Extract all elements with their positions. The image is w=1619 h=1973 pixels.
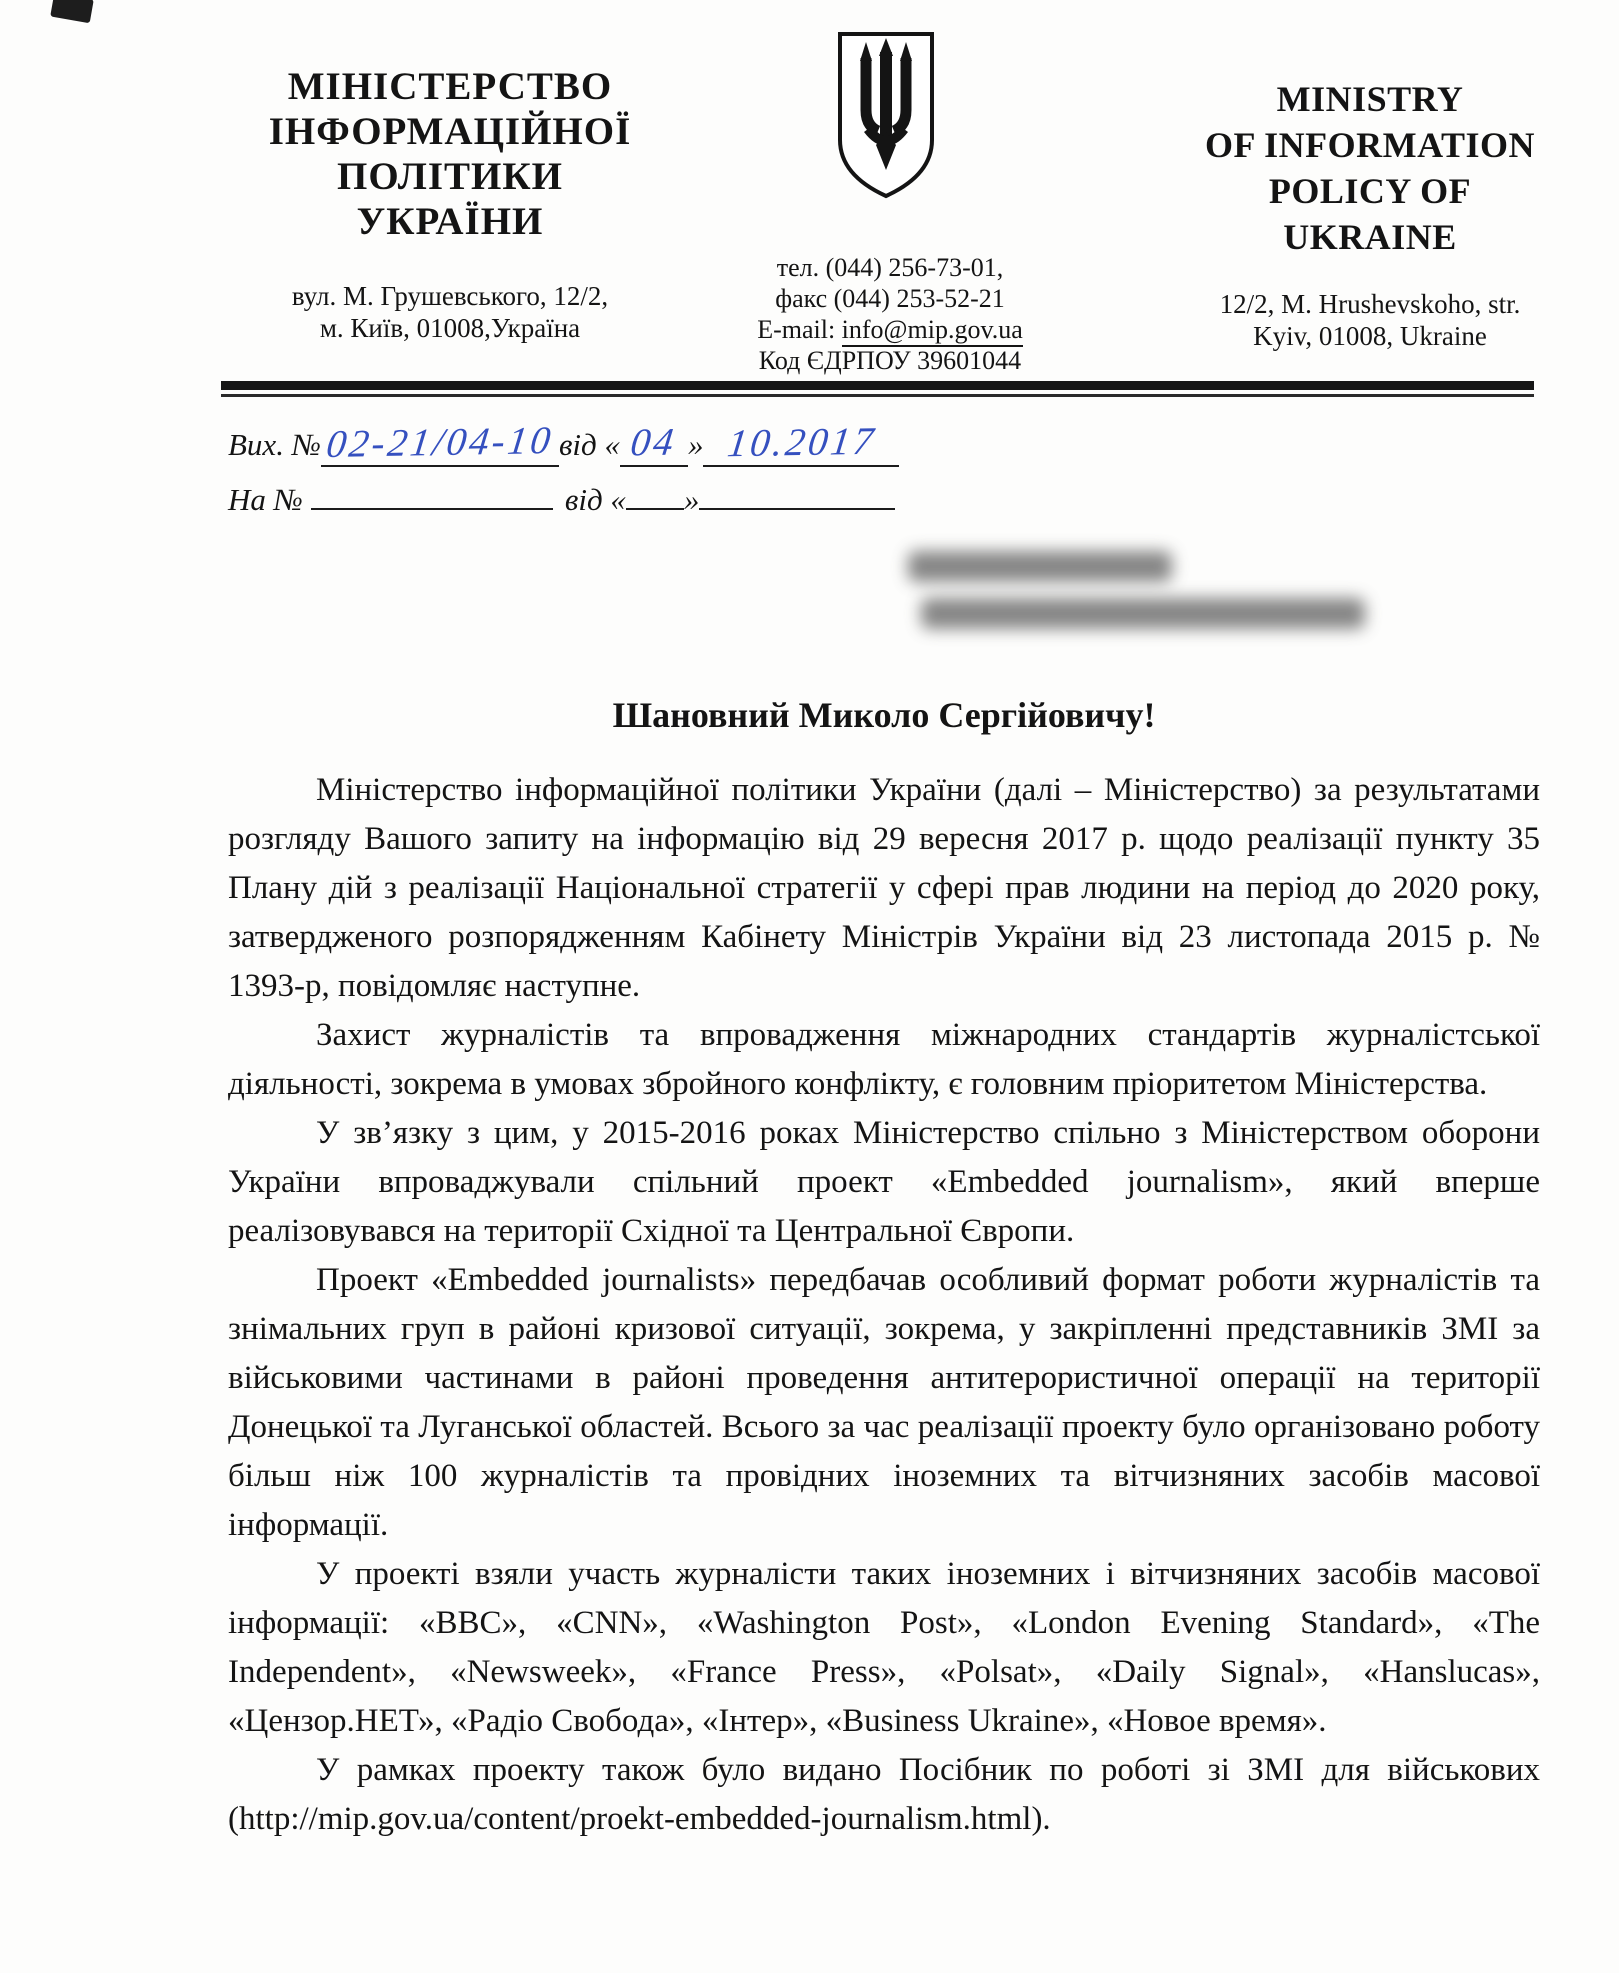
incoming-number-row (228, 482, 1328, 532)
edrpou-line: Код ЄДРПОУ 39601044 (758, 346, 1022, 375)
phone-line: тел. (044) 256-73-01, (776, 253, 1004, 282)
ministry-title-en-line: UKRAINE (1283, 217, 1457, 257)
ministry-title-en-line: POLICY OF (1268, 171, 1472, 211)
ministry-address-en (1158, 288, 1582, 352)
body-paragraph: Проект «Embedded journalists» передбачав особливий формат роботи журналістів та знімальних груп в районі кризової ситуації, зокрема, у закріпленні представників ЗМІ за військовими частинами в районі проведення антитерористичної операції на території Донецької та Луганської областей. Всього за час реалізації проекту було організовано роботу більш ніж 100 журналістів та провідних іноземних та вітчизняних засобів масової інформації. (228, 1262, 1540, 1543)
ministry-title-ua-line: УКРАЇНИ (356, 200, 544, 243)
incoming-day-line (626, 508, 684, 510)
outgoing-number-row (228, 420, 1328, 470)
ministry-address-ua (250, 280, 650, 344)
incoming-date-close: » (683, 482, 700, 517)
body-paragraph: Захист журналістів та впровадження міжнародних стандартів журналістської діяльності, зокрема в умовах збройного конфлікту, є головним пріоритетом Міністерства. (228, 1017, 1540, 1102)
body-paragraph: У зв’язку з цим, у 2015-2016 роках Міністерство спільно з Міністерством оборони України впроваджували спільний проект «Embedded journalism», який вперше реалізовувався на території Східної та Центральної Європи. (228, 1115, 1540, 1249)
body-paragraph: У проекті взяли участь журналісти таких іноземних і вітчизняних засобів масової інформації: «BBC», «CNN», «Washington Post», «London Evening Standard», «The Independent», «Newsweek», «France Press», «Polsat», «Daily Signal», «Hanslucas», «Цензор.НЕТ», «Радіо Свобода», «Інтер», «Business Ukraine», «Новое время». (228, 1556, 1540, 1739)
ministry-title-ua (250, 64, 650, 244)
ministry-block-ua (250, 64, 650, 344)
scan-artifact (50, 0, 94, 23)
letter-body (228, 766, 1540, 1844)
fax-line: факс (044) 253-52-21 (775, 284, 1005, 313)
ministry-title-ua-line: ПОЛІТИКИ (337, 155, 563, 198)
outgoing-number-label: Вих. № (228, 427, 321, 462)
ministry-title-en (1158, 76, 1582, 260)
header-divider-thin (221, 394, 1534, 397)
ministry-title-en-line: OF INFORMATION (1205, 125, 1535, 165)
email-address: info@mip.gov.ua (842, 315, 1023, 347)
salutation: Шановний Миколо Сергійовичу! (612, 695, 1156, 735)
reference-block (228, 420, 1328, 544)
outgoing-date-prefix: від « (558, 427, 620, 462)
ministry-title-ua-line: МІНІСТЕРСТВО (287, 65, 613, 108)
email-line (736, 314, 1044, 345)
incoming-number-line (311, 508, 553, 510)
outgoing-date-close: » (687, 427, 704, 462)
email-label: E-mail: (757, 315, 842, 344)
ministry-title-ua-line: ІНФОРМАЦІЙНОЇ (268, 110, 632, 153)
recipient-email-redacted (921, 598, 1365, 629)
address-ua-line: вул. М. Грушевського, 12/2, (291, 281, 609, 311)
outgoing-date-handwritten: 10.2017 (724, 419, 879, 466)
address-en-line: 12/2, M. Hrushevskoho, str. (1219, 289, 1521, 319)
incoming-date-prefix: від « (564, 482, 626, 517)
address-en-line: Kyiv, 01008, Ukraine (1253, 321, 1487, 351)
incoming-number-label: На № (228, 482, 303, 517)
body-paragraph: У рамках проекту також було видано Посібник по роботі зі ЗМІ для військових (http://mip.gov.ua/content/proekt-embedded-journalism.html). (228, 1752, 1540, 1837)
outgoing-number-line (321, 420, 559, 467)
outgoing-day-line (620, 420, 688, 467)
incoming-date-line (699, 508, 895, 510)
recipient-name-redacted (908, 551, 1172, 582)
body-paragraph: Міністерство інформаційної політики України (далі – Міністерство) за результатами розгляду Вашого запиту на інформацію від 29 вересня 2017 р. щодо реалізації пункту 35 Плану дій з реалізації Національної стратегії у сфері прав людини на період до 2020 року, затвердженого розпорядженням Кабінету Міністрів України від 23 листопада 2015 р. № 1393-р, повідомляє наступне. (228, 772, 1540, 1004)
header-divider-thick (221, 381, 1534, 390)
outgoing-date-line (703, 420, 899, 467)
address-ua-line: м. Київ, 01008,Україна (319, 313, 581, 343)
ministry-block-en (1158, 76, 1582, 352)
outgoing-number-handwritten: 02-21/04-10 (324, 419, 556, 466)
ukraine-trident-emblem (826, 28, 946, 202)
ministry-contacts (736, 252, 1044, 376)
outgoing-day-handwritten: 04 (628, 420, 680, 465)
ministry-title-en-line: MINISTRY (1276, 79, 1464, 119)
